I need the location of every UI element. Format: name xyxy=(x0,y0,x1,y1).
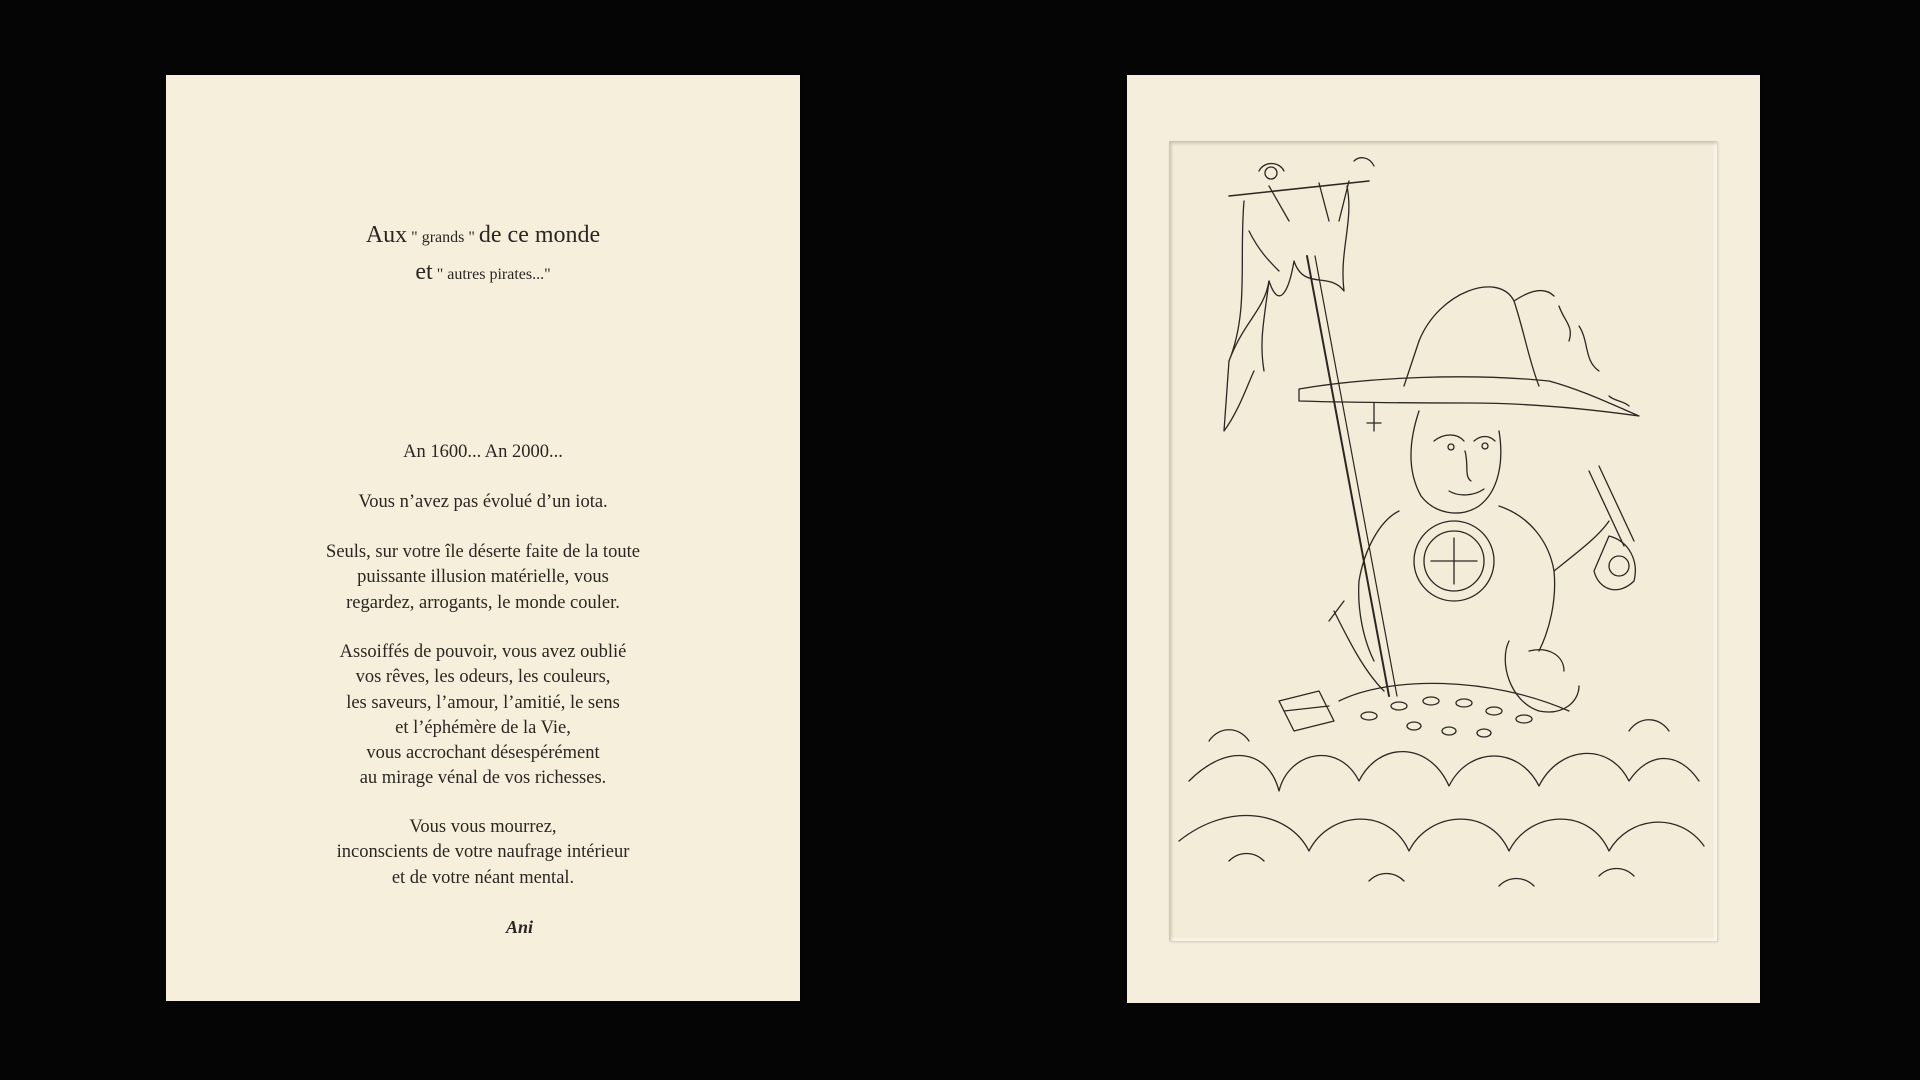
stanza-3 xyxy=(166,540,800,616)
stanza-1 xyxy=(166,440,800,465)
heading-quote: " xyxy=(436,266,444,283)
poem-line: Vous n’avez pas évolué d’un iota. xyxy=(358,492,608,512)
poem-line: Vous vous mourrez, xyxy=(409,817,557,837)
poem-line: regardez, arrogants, le monde couler. xyxy=(346,592,620,613)
heading-small-word: grands xyxy=(421,229,465,246)
poem-line: au mirage vénal de vos richesses. xyxy=(359,768,607,789)
heading-quote: " xyxy=(411,229,418,246)
heading-small-word: autres pirates..." xyxy=(447,266,551,283)
signature: Ani xyxy=(506,917,534,937)
heading-line-2 xyxy=(166,255,800,292)
poem-line: et de votre néant mental. xyxy=(391,867,575,888)
poem-line: inconscients de votre naufrage intérieur xyxy=(336,842,630,863)
poem-line: les saveurs, l’amour, l’amitié, le sens xyxy=(346,692,620,713)
heading-word: et xyxy=(415,259,433,285)
poem-heading xyxy=(166,218,800,292)
heading-quote: " xyxy=(468,229,475,246)
heading-line-1 xyxy=(166,218,800,255)
poem xyxy=(166,75,800,1001)
poem-line: An 1600... An 2000... xyxy=(403,442,563,462)
poem-card xyxy=(166,75,800,1001)
pirate-etching-illustration xyxy=(1169,141,1717,941)
poem-line: vos rêves, les odeurs, les couleurs, xyxy=(355,667,611,688)
poem-line: Seuls, sur votre île déserte faite de la toute xyxy=(326,542,640,562)
illustration-card xyxy=(1127,75,1760,1003)
heading-word: de ce monde xyxy=(478,222,601,248)
poem-line: Assoiffés de pouvoir, vous avez oublié xyxy=(339,642,627,662)
poem-line: et l’éphémère de la Vie, xyxy=(395,717,571,738)
stanza-4 xyxy=(166,640,800,792)
stanza-5 xyxy=(166,815,800,891)
stanza-2 xyxy=(166,490,800,515)
poem-line: puissante illusion matérielle, vous xyxy=(357,567,609,588)
etching-plate xyxy=(1169,141,1717,941)
poem-line: vous accrochant désespérément xyxy=(366,743,600,764)
heading-word: Aux xyxy=(365,222,408,248)
